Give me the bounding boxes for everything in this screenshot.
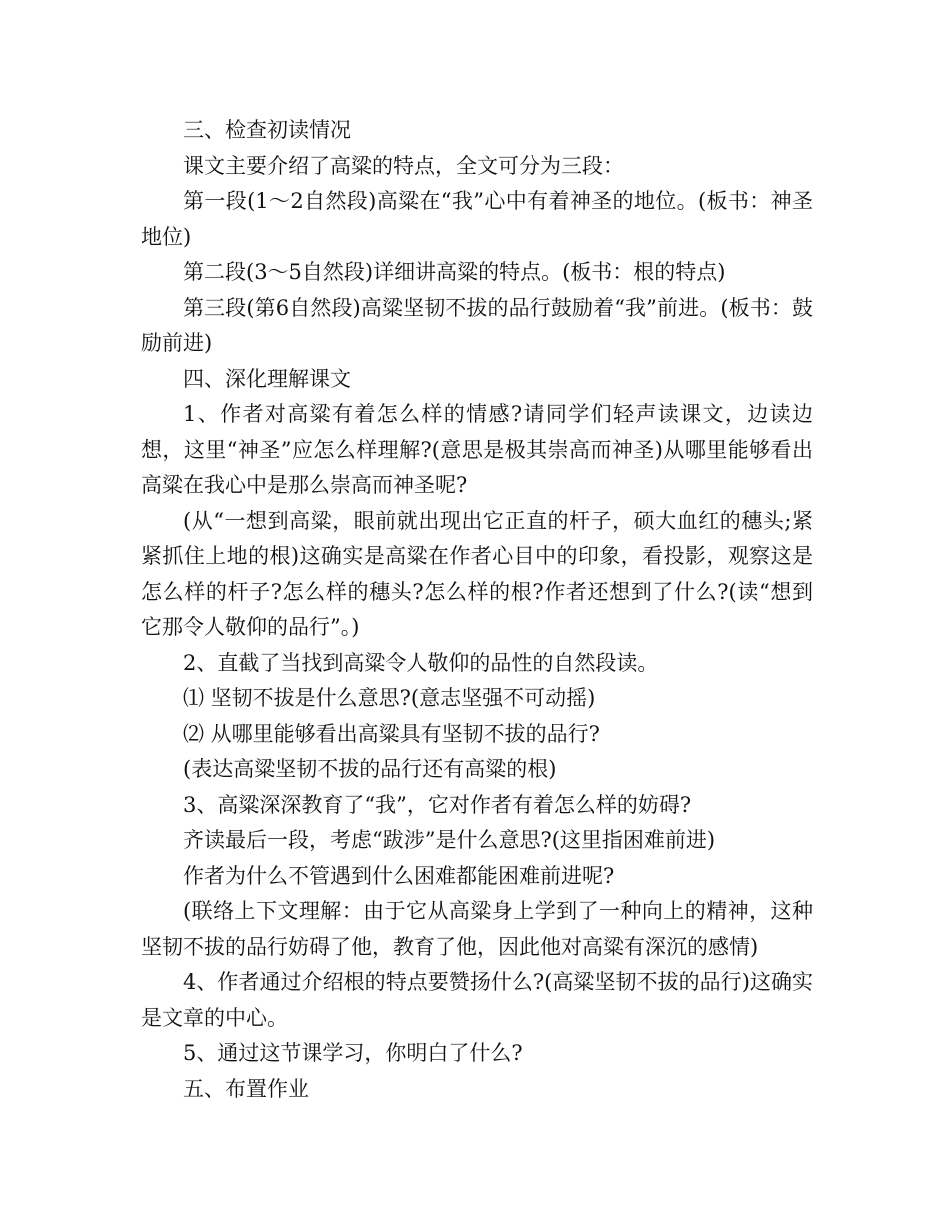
paragraph: 2、直截了当找到高粱令人敬仰的品性的自然段读。 <box>183 650 659 675</box>
paragraph: 作者为什么不管遇到什么困难都能困难前进呢? <box>183 863 615 888</box>
paragraph: 3、高粱深深教育了“我”，它对作者有着怎么样的妨碍? <box>183 792 692 817</box>
paragraph: 第二段(3～5自然段)详细讲高粱的特点。(板书：根的特点) <box>183 260 726 284</box>
paragraph: (表达高粱坚韧不拔的品行还有高粱的根) <box>183 757 557 781</box>
paragraph: 课文主要介绍了高粱的特点，全文可分为三段： <box>183 153 624 178</box>
section-heading-homework: 五、布置作业 <box>183 1076 309 1101</box>
paragraph: ⑵ 从哪里能够看出高粱具有坚韧不拔的品行? <box>183 721 600 746</box>
paragraph: ⑴ 坚韧不拔是什么意思?(意志坚强不可动摇) <box>183 686 596 710</box>
paragraph: 1、作者对高粱有着怎么样的情感?请同学们轻声读课文，边读边想，这里“神圣”应怎么样理解?(意思是极其崇高而神圣)从哪里能够看出高粱在我心中是那么崇高而神圣呢? <box>141 402 813 497</box>
paragraph: (联络上下文理解：由于它从高粱身上学到了一种向上的精神，这种坚韧不拔的品行妨碍了他，教育了他，因此他对高粱有深沉的感情) <box>141 899 813 959</box>
section-heading-check-reading: 三、检查初读情况 <box>183 118 351 142</box>
paragraph: 第一段(1～2自然段)高粱在“我”心中有着神圣的地位。(板书：神圣地位) <box>141 189 813 249</box>
paragraph: 第三段(第6自然段)高粱坚韧不拔的品行鼓励着“我”前进。(板书：鼓励前进) <box>141 295 813 355</box>
section-heading-deep-understanding: 四、深化理解课文 <box>183 366 351 391</box>
paragraph: 5、通过这节课学习，你明白了什么? <box>183 1041 523 1065</box>
document-body <box>141 113 813 1107</box>
paragraph: 4、作者通过介绍根的特点要赞扬什么?(高粱坚韧不拔的品行)这确实是文章的中心。 <box>141 970 813 1030</box>
paragraph: (从“一想到高粱，眼前就出现出它正直的杆子，硕大血红的穗头;紧紧抓住上地的根)这确实是高粱在作者心目中的印象，看投影，观察这是怎么样的杆子?怎么样的穗头?怎么样的根?作者还想到了什么?(读“想到它那令人敬仰的品行”。) <box>141 508 813 639</box>
paragraph: 齐读最后一段，考虑“跋涉”是什么意思?(这里指困难前进) <box>183 828 716 852</box>
